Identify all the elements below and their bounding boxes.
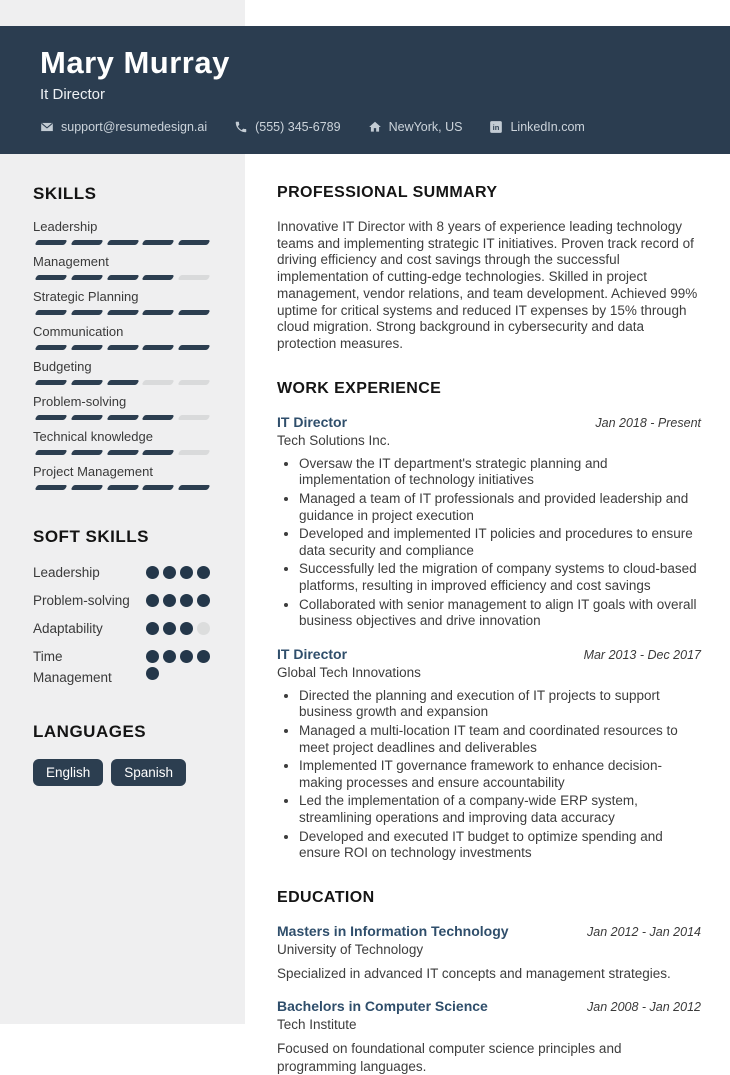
contact-phone-text: (555) 345-6789	[255, 120, 341, 135]
skill-item	[33, 254, 212, 280]
skill-bar-segment	[35, 275, 68, 280]
skill-label: Communication	[33, 324, 124, 339]
skill-bar-segment	[106, 310, 139, 315]
languages-section-title: LANGUAGES	[33, 721, 147, 741]
phone-icon	[234, 120, 248, 134]
sidebar	[33, 184, 212, 786]
soft-skills-list	[33, 563, 212, 689]
skill-level-bar	[33, 415, 212, 420]
contact-linkedin-text: LinkedIn.com	[510, 120, 585, 135]
skill-bar-segment	[70, 240, 103, 245]
education-entry	[277, 923, 701, 983]
education-description: Specialized in advanced IT concepts and management strategies.	[277, 965, 671, 981]
skill-label: Leadership	[33, 219, 98, 234]
rating-dot	[146, 650, 159, 663]
skill-bar-segment	[70, 450, 103, 455]
soft-skill-item	[33, 619, 212, 640]
job-bullet: • Led the implementation of a company-wide ERP system, streamlining operations and improving data accuracy	[299, 793, 701, 826]
job-entry	[277, 646, 701, 862]
job-header	[277, 414, 701, 430]
skill-level-bar	[33, 450, 212, 455]
rating-dot	[197, 650, 210, 663]
education-section-title: EDUCATION	[277, 888, 375, 906]
skill-bar-segment	[70, 345, 103, 350]
skill-bar-segment	[35, 345, 68, 350]
rating-dot	[146, 667, 159, 680]
skill-bar-segment	[142, 415, 175, 420]
skill-bar-segment	[106, 450, 139, 455]
rating-dot	[197, 622, 210, 635]
skill-item	[33, 359, 212, 385]
job-bullet: • Directed the planning and execution of IT projects to support business growth and expansion	[299, 688, 701, 721]
contact-location	[368, 120, 463, 134]
skill-bar-segment	[106, 415, 139, 420]
job-bullet: • Developed and implemented IT policies and procedures to ensure data security and compliance	[299, 526, 701, 559]
education-dates: Jan 2008 - Jan 2012	[587, 1000, 701, 1015]
job-entry	[277, 414, 701, 630]
rating-dot	[197, 594, 210, 607]
rating-dot	[163, 566, 176, 579]
soft-skill-rating-dots	[146, 591, 212, 607]
rating-dot	[180, 566, 193, 579]
skill-bar-segment	[106, 240, 139, 245]
email-icon	[40, 120, 54, 134]
professional-summary-section	[277, 184, 701, 353]
svg-text:in: in	[493, 123, 500, 133]
job-bullet: • Developed and executed IT budget to optimize spending and ensure ROI on technology investments	[299, 829, 701, 862]
rating-dot	[163, 594, 176, 607]
skill-bar-segment	[142, 380, 175, 385]
contact-phone	[234, 120, 340, 134]
rating-dot	[180, 650, 193, 663]
job-dates: Mar 2013 - Dec 2017	[583, 647, 701, 662]
skill-bar-segment	[35, 310, 68, 315]
skill-level-bar	[33, 485, 212, 490]
soft-skills-section-title: SOFT SKILLS	[33, 527, 149, 546]
skill-item	[33, 219, 212, 245]
skill-item	[33, 429, 212, 455]
skill-bar-segment	[35, 450, 68, 455]
skill-bar-segment	[142, 275, 175, 280]
language-badge: English	[33, 759, 103, 786]
soft-skill-rating-dots	[146, 563, 212, 579]
skill-item	[33, 289, 212, 315]
skill-bar-segment	[70, 380, 103, 385]
education-entry	[277, 998, 701, 1075]
education-description: Focused on foundational computer science principles and programming languages.	[277, 1041, 622, 1074]
language-badge: Spanish	[111, 759, 186, 786]
skill-bar-segment	[35, 415, 68, 420]
skill-bar-segment	[35, 485, 68, 490]
skill-bar-segment	[178, 310, 211, 315]
rating-dot	[180, 594, 193, 607]
skill-bar-segment	[106, 485, 139, 490]
job-bullet: • Managed a team of IT professionals and provided leadership and guidance in project execution	[299, 491, 701, 524]
skill-bar-segment	[35, 380, 68, 385]
person-job-title: It Director	[40, 86, 106, 104]
rating-dot	[180, 622, 193, 635]
work-section-title: WORK EXPERIENCE	[277, 379, 442, 397]
header-banner	[0, 26, 730, 154]
skill-bar-segment	[142, 345, 175, 350]
contact-linkedin[interactable]	[489, 120, 584, 134]
soft-skill-item	[33, 563, 212, 584]
skills-section-title: SKILLS	[33, 184, 97, 203]
summary-section-title: PROFESSIONAL SUMMARY	[277, 184, 498, 201]
rating-dot	[197, 566, 210, 579]
contact-email-text: support@resumedesign.ai	[61, 120, 208, 135]
summary-text: Innovative IT Director with 8 years of experience leading technology teams and implementing strategic IT initiatives. Proven track record of driving efficiency and cost savings through the successful implementation of cutting-edge technologies. Skilled in project management, vendor relations, and team development. Achieved 99% uptime for critical systems and reduced IT expenses by 15% through cloud migration. Strong background in cybersecurity and data protection measures.	[277, 219, 698, 352]
job-bullet: • Collaborated with senior management to align IT goals with overall business objectives and drive innovation	[299, 597, 701, 630]
skill-bar-segment	[106, 380, 139, 385]
contact-email[interactable]	[40, 120, 207, 134]
skill-item	[33, 394, 212, 420]
linkedin-icon	[489, 120, 503, 134]
rating-dot	[163, 650, 176, 663]
soft-skill-item	[33, 591, 212, 612]
rating-dot	[146, 622, 159, 635]
skill-bar-segment	[70, 485, 103, 490]
job-title: IT Director	[277, 645, 348, 662]
job-dates: Jan 2018 - Present	[595, 415, 701, 430]
skill-bar-segment	[178, 415, 211, 420]
job-bullet: • Managed a multi-location IT team and coordinated resources to meet project deadlines and deliverables	[299, 723, 701, 756]
soft-skill-label: Problem-solving	[33, 592, 130, 608]
rating-dot	[146, 594, 159, 607]
degree-title: Masters in Information Technology	[277, 922, 509, 939]
skill-bar-segment	[142, 240, 175, 245]
skill-level-bar	[33, 345, 212, 350]
rating-dot	[146, 566, 159, 579]
job-bullet-list	[277, 688, 701, 862]
skill-bar-segment	[35, 240, 68, 245]
education-dates: Jan 2012 - Jan 2014	[587, 924, 701, 939]
job-bullet: • Oversaw the IT department's strategic planning and implementation of technology initiatives	[299, 456, 701, 489]
skills-list	[33, 219, 212, 490]
contact-location-text: NewYork, US	[388, 120, 463, 135]
skill-bar-segment	[142, 310, 175, 315]
work-experience-section	[277, 380, 701, 862]
skill-bar-segment	[178, 240, 211, 245]
soft-skills-section	[33, 527, 212, 689]
soft-skill-rating-dots	[146, 647, 212, 680]
skill-item	[33, 464, 212, 490]
skill-label: Problem-solving	[33, 394, 127, 409]
skill-bar-segment	[106, 345, 139, 350]
job-bullet: • Successfully led the migration of company systems to cloud-based platforms, resulting in improved efficiency and cost savings	[299, 561, 701, 594]
job-bullet: • Implemented IT governance framework to enhance decision-making processes and ensure accountability	[299, 758, 701, 791]
job-bullet-list	[277, 456, 701, 630]
main-content	[277, 184, 701, 1075]
skill-level-bar	[33, 310, 212, 315]
soft-skill-item	[33, 647, 212, 689]
degree-title: Bachelors in Computer Science	[277, 998, 488, 1015]
soft-skill-label: Time Management	[33, 648, 112, 685]
skill-bar-segment	[178, 485, 211, 490]
rating-dot	[163, 622, 176, 635]
skill-bar-segment	[178, 345, 211, 350]
language-pills	[33, 759, 212, 786]
skill-label: Strategic Planning	[33, 289, 139, 304]
skill-label: Budgeting	[33, 359, 92, 374]
job-company: Global Tech Innovations	[277, 664, 421, 680]
contact-row	[40, 120, 730, 134]
soft-skill-rating-dots	[146, 619, 212, 635]
skill-bar-segment	[142, 450, 175, 455]
skill-bar-segment	[142, 485, 175, 490]
skill-bar-segment	[178, 380, 211, 385]
skill-bar-segment	[70, 275, 103, 280]
education-section	[277, 889, 701, 1075]
home-icon	[368, 120, 382, 134]
skill-level-bar	[33, 275, 212, 280]
skill-label: Management	[33, 254, 109, 269]
job-title: IT Director	[277, 413, 348, 430]
skill-bar-segment	[70, 415, 103, 420]
school-name: Tech Institute	[277, 1017, 357, 1033]
skill-bar-segment	[178, 450, 211, 455]
school-name: University of Technology	[277, 941, 424, 957]
skill-bar-segment	[106, 275, 139, 280]
job-header	[277, 646, 701, 662]
soft-skill-label: Adaptability	[33, 620, 103, 636]
job-company: Tech Solutions Inc.	[277, 432, 391, 448]
skill-bar-segment	[70, 310, 103, 315]
soft-skill-label: Leadership	[33, 565, 100, 580]
skill-label: Technical knowledge	[33, 429, 153, 444]
skill-label: Project Management	[33, 464, 153, 479]
person-name: Mary Murray	[40, 45, 230, 80]
skill-level-bar	[33, 380, 212, 385]
languages-section	[33, 722, 212, 786]
skill-level-bar	[33, 240, 212, 245]
skill-bar-segment	[178, 275, 211, 280]
education-header	[277, 998, 701, 1014]
skill-item	[33, 324, 212, 350]
education-header	[277, 923, 701, 939]
